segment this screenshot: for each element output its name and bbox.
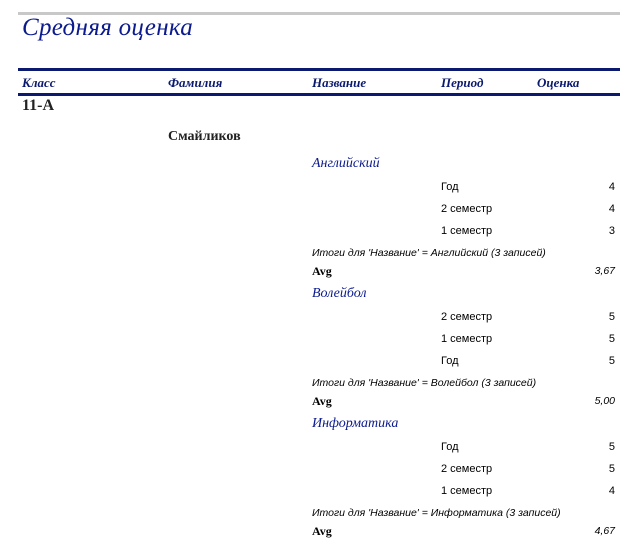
period-cell: 1 семестр [441,333,493,345]
period-cell: Год [441,181,459,193]
grade-cell: 4 [608,203,615,215]
column-header-grade: Оценка [537,75,580,90]
period-cell: 2 семестр [441,203,493,215]
avg-label: Avg [312,264,332,278]
avg-value: 3,67 [594,265,615,277]
grade-cell: 4 [608,181,615,193]
grade-cell: 3 [608,225,615,237]
period-cell: Год [441,441,459,453]
avg-value: 5,00 [594,395,615,407]
subject-name: Английский [312,156,380,171]
grade-cell: 4 [608,485,615,497]
report-title: Средняя оценка [22,14,194,41]
grade-cell: 5 [608,441,615,453]
subject-name: Волейбол [312,286,367,301]
period-cell: Год [441,355,459,367]
column-header-surname: Фамилия [168,75,223,90]
grade-cell: 5 [608,463,615,475]
grade-cell: 5 [608,355,615,367]
period-cell: 2 семестр [441,463,493,475]
subject-name: Информатика [312,416,399,431]
subject-summary: Итоги для 'Название' = Информатика (3 записей) [312,507,561,519]
class-group-label: 11-А [22,97,54,114]
avg-label: Avg [312,394,332,408]
period-cell: 2 семестр [441,311,493,323]
subject-summary: Итоги для 'Название' = Волейбол (3 записей) [312,377,537,389]
avg-value: 4,67 [594,525,615,537]
student-surname: Смайликов [168,129,241,144]
column-header-subject: Название [312,75,367,90]
grade-cell: 5 [608,333,615,345]
avg-label: Avg [312,524,332,538]
period-cell: 1 семестр [441,225,493,237]
column-header-period: Период [441,75,484,90]
subject-summary: Итоги для 'Название' = Английский (3 записей) [312,247,546,259]
column-header-class: Класс [22,75,56,90]
period-cell: 1 семестр [441,485,493,497]
grade-cell: 5 [608,311,615,323]
